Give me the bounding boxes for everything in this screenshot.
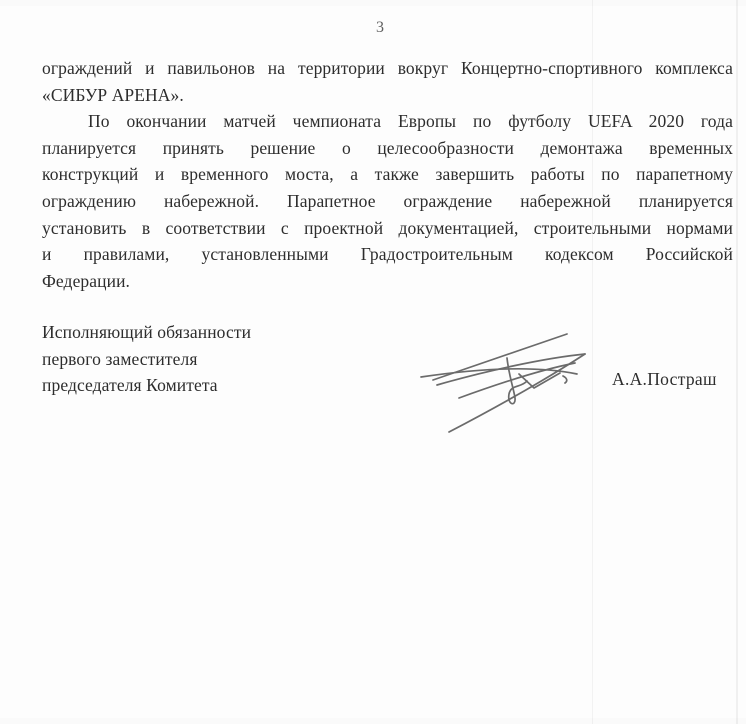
- scan-edge-tint-top: [0, 0, 746, 6]
- paragraph2-line2: планируется принять решение о целесообразности демонтажа временных: [42, 137, 733, 158]
- paragraph2-line4: ограждению набережной. Парапетное ограждение набережной планируется: [42, 190, 733, 211]
- paragraph1-line2: «СИБУР АРЕНА».: [42, 84, 184, 105]
- paragraph2-line1: По окончании матчей чемпионата Европы по футболу UEFA 2020 года: [88, 111, 733, 132]
- signer-name: А.А.Постраш: [612, 369, 717, 389]
- paragraph2-line7: Федерации.: [42, 270, 131, 291]
- paragraph1-line1: ограждений и павильонов на территории вокруг Концертно-спортивного комплекса: [42, 58, 733, 78]
- signoff-line3: председателя Комитета: [42, 375, 218, 396]
- signoff-block: [42, 320, 251, 400]
- scan-edge-line: [736, 0, 738, 724]
- paragraph2-line6: и правилами, установленными Градостроительным кодексом Российской: [42, 244, 733, 265]
- signoff-line2: первого заместителя: [42, 348, 198, 369]
- page-number: 3: [376, 19, 384, 36]
- paragraph2-line5: установить в соответствии с проектной документацией, строительными нормами: [42, 217, 733, 238]
- signoff-line1: Исполняющий обязанности: [42, 322, 252, 342]
- document-body: [42, 55, 733, 294]
- paragraph2-line3: конструкций и временного моста, а также завершить работы по парапетному: [42, 164, 733, 185]
- scan-edge-tint-bottom: [0, 718, 746, 724]
- handwritten-signature: [415, 328, 605, 443]
